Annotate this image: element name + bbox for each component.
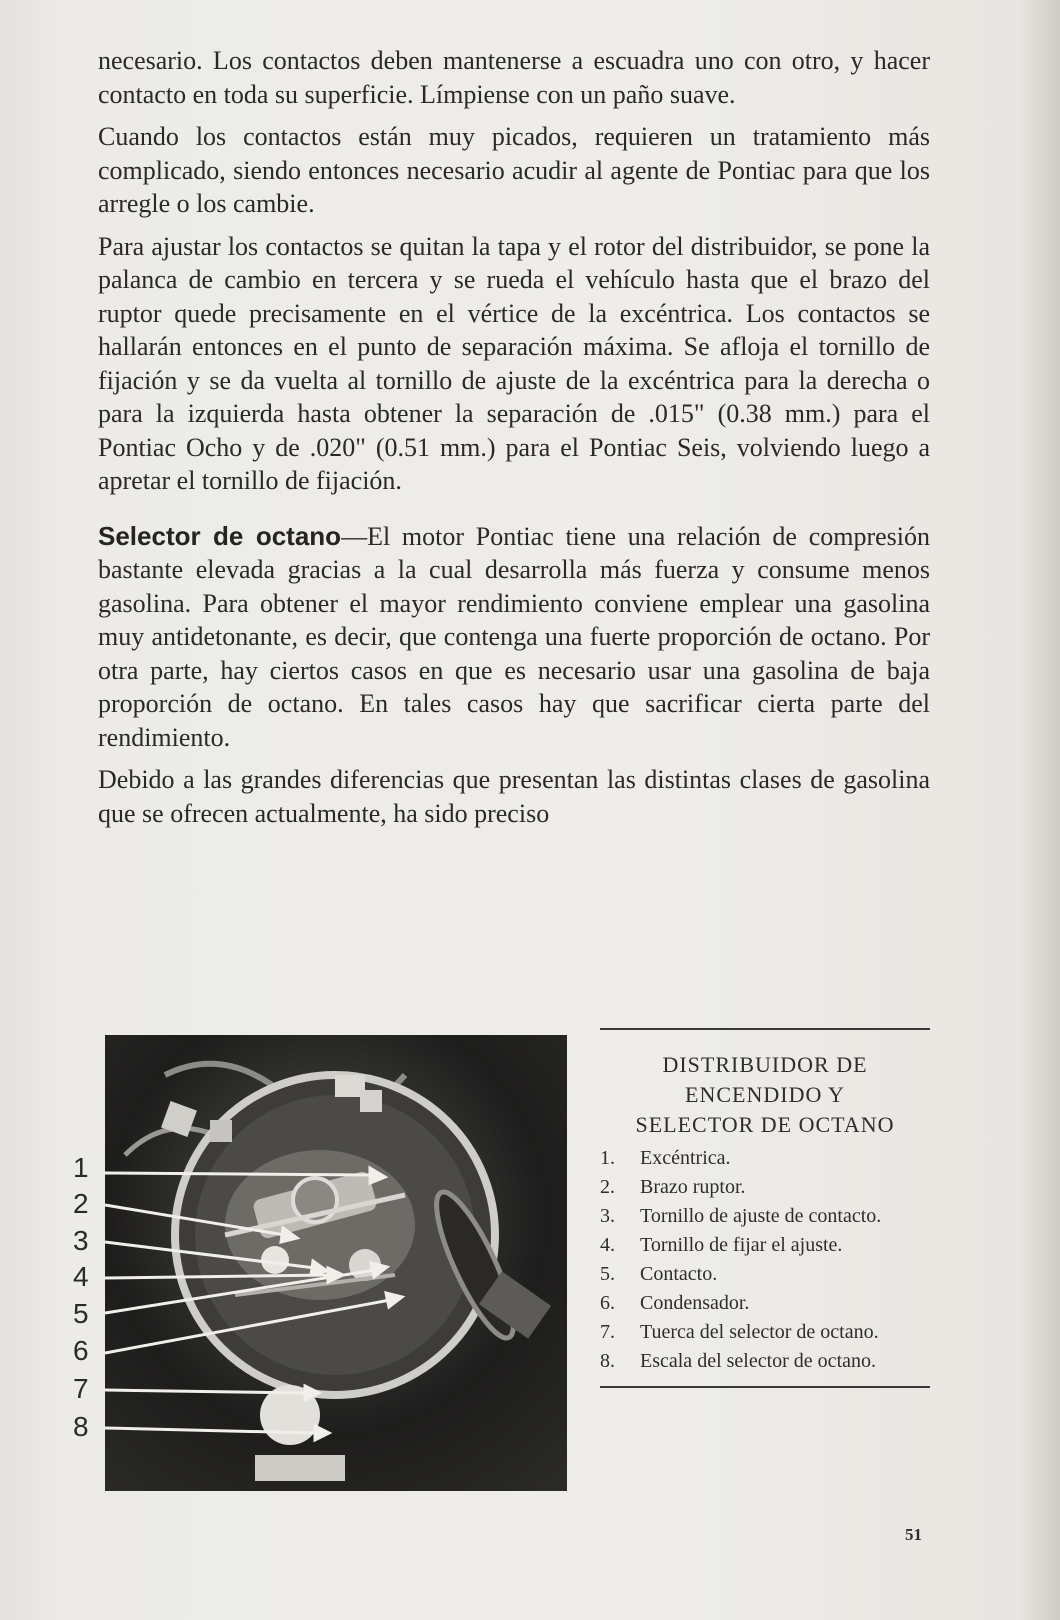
figure-caption: [600, 1028, 930, 1388]
callout-4: 4: [73, 1261, 89, 1292]
page-number: 51: [905, 1525, 922, 1544]
caption-item-text: Excéntrica.: [640, 1147, 731, 1169]
caption-item-number: 4.: [600, 1234, 615, 1256]
caption-title-line-1: DISTRIBUIDOR DE: [662, 1052, 868, 1077]
caption-item-number: 3.: [600, 1205, 615, 1227]
callout-6: 6: [73, 1335, 89, 1366]
caption-title-line-2: ENCENDIDO Y: [685, 1082, 845, 1107]
caption-item-number: 7.: [600, 1321, 615, 1343]
callout-2: 2: [73, 1188, 89, 1219]
caption-item: [600, 1144, 930, 1173]
caption-item-number: 6.: [600, 1292, 615, 1314]
caption-item-number: 1.: [600, 1147, 615, 1169]
distributor-illustration: [105, 1035, 567, 1491]
caption-item-number: 8.: [600, 1350, 615, 1372]
distributor-figure: [70, 1030, 570, 1490]
caption-item-text: Escala del selector de octano.: [640, 1350, 876, 1372]
caption-item-text: Tornillo de fijar el ajuste.: [640, 1234, 843, 1256]
caption-item-text: Brazo ruptor.: [640, 1176, 746, 1198]
section-heading: Selector de octano: [98, 520, 342, 551]
caption-item: [600, 1318, 930, 1347]
caption-item-text: Tornillo de ajuste de contacto.: [640, 1205, 882, 1227]
callout-7: 7: [73, 1373, 89, 1404]
caption-item: [600, 1173, 930, 1202]
body-text: [98, 44, 930, 839]
paragraph-4-text: —El motor Pontiac tiene una relación de compresión bastante elevada gracias a la cual desarrolla más fuerza y consume menos gasolina. Para obtener el mayor rendimiento conviene emplear una gasolina muy antidetonante, es decir, que contenga una fuerte proporción de octano. Por otra parte, hay ciertos casos en que es necesario usar una gasolina de baja proporción de octano. En tales casos hay que sacrificar cierta parte del rendimiento.: [98, 521, 930, 752]
caption-item-number: 5.: [600, 1263, 615, 1285]
callout-5: 5: [73, 1298, 89, 1329]
callout-1: 1: [73, 1152, 89, 1183]
paragraph-5: Debido a las grandes diferencias que presentan las distintas clases de gasolina que se ofrecen actualmente, ha sido preciso: [98, 765, 930, 828]
caption-item-text: Contacto.: [640, 1263, 718, 1285]
paragraph-4: [98, 520, 930, 755]
distributor-photo: [105, 1035, 567, 1491]
caption-item: [600, 1231, 930, 1260]
caption-item-number: 2.: [600, 1176, 615, 1198]
caption-list: [600, 1144, 930, 1376]
caption-item-text: Condensador.: [640, 1292, 750, 1314]
caption-item: [600, 1347, 930, 1376]
caption-title: [600, 1050, 930, 1140]
caption-bottom-rule: [600, 1386, 930, 1388]
callout-8: 8: [73, 1411, 89, 1442]
caption-item: [600, 1202, 930, 1231]
paragraph-3: Para ajustar los contactos se quitan la tapa y el rotor del distribuidor, se pone la palanca de cambio en tercera y se rueda el vehículo hasta que el brazo del ruptor quede precisamente en el vértice de la excéntrica. Los contactos se hallarán entonces en el punto de separación máxima. Se afloja el tornillo de fijación y se da vuelta al tornillo de ajuste de la excéntrica para la derecha o para la izquierda hasta obtener la separación de .015" (0.38 mm.) para el Pontiac Ocho y de .020" (0.51 mm.) para el Pontiac Seis, volviendo luego a apretar el tornillo de fijación.: [98, 231, 930, 495]
caption-item: [600, 1260, 930, 1289]
caption-item-text: Tuerca del selector de octano.: [640, 1321, 879, 1343]
callout-3: 3: [73, 1225, 89, 1256]
caption-top-rule: [600, 1028, 930, 1030]
caption-item: [600, 1289, 930, 1318]
paragraph-2: Cuando los contactos están muy picados, requieren un tratamiento más complicado, siendo entonces necesario acudir al agente de Pontiac para que los arregle o los cambie.: [98, 122, 930, 218]
caption-title-line-3: SELECTOR DE OCTANO: [635, 1112, 895, 1137]
paragraph-1: necesario. Los contactos deben mantenerse a escuadra uno con otro, y hacer contacto en toda su superficie. Límpiense con un paño suave.: [98, 46, 930, 109]
